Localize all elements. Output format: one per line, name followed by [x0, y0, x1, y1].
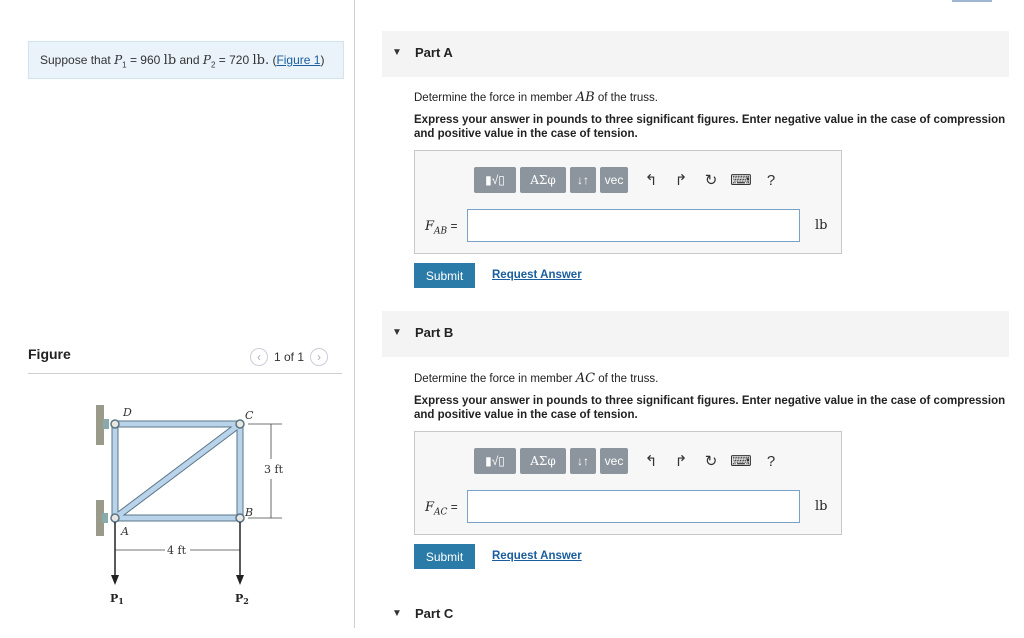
redo-icon[interactable]: ↱	[674, 453, 688, 470]
part-b-submit-button[interactable]: Submit	[414, 544, 475, 569]
part-b-request-answer-link[interactable]: Request Answer	[492, 550, 582, 562]
part-b-unit: lb	[815, 499, 828, 514]
vector-button[interactable]: vec	[600, 448, 628, 474]
help-icon[interactable]: ?	[766, 171, 776, 189]
next-figure-button[interactable]: ›	[310, 348, 328, 366]
part-b-question: Determine the force in member AC of the truss.	[414, 371, 659, 386]
undo-icon[interactable]: ↰	[644, 172, 658, 189]
part-b-variable-label: $F_{AC}$ =	[425, 500, 458, 518]
part-a-header[interactable]: ▼ Part A	[382, 31, 1009, 77]
subscript-superscript-button[interactable]: ↓↑	[570, 167, 596, 193]
vector-button[interactable]: vec	[600, 167, 628, 193]
redo-icon[interactable]: ↱	[674, 172, 688, 189]
joint-label-a: A	[121, 525, 129, 538]
help-icon[interactable]: ?	[766, 452, 776, 470]
dimension-lines	[115, 424, 282, 550]
wall-support-d	[96, 405, 104, 445]
figure-title: Figure	[28, 346, 71, 362]
greek-symbols-button[interactable]: ΑΣφ	[520, 167, 566, 193]
reset-icon[interactable]: ↻	[704, 172, 718, 189]
part-a-math-toolbar	[474, 167, 782, 193]
part-c-header[interactable]: ▼ Part C	[382, 592, 1009, 638]
part-b-answer-box	[414, 431, 842, 535]
undo-icon[interactable]: ↰	[644, 453, 658, 470]
part-a-question: Determine the force in member AB of the truss.	[414, 90, 658, 105]
part-a-unit: lb	[815, 218, 828, 233]
part-a-submit-button[interactable]: Submit	[414, 263, 475, 288]
figure-pager	[250, 347, 328, 367]
width-dimension-label: 4 ft	[167, 544, 186, 557]
truss-figure	[90, 395, 310, 610]
joint-label-b: B	[245, 506, 254, 519]
joint-label-c: C	[245, 409, 254, 422]
figure-page-indicator: 1 of 1	[274, 350, 305, 364]
truss-members	[115, 424, 240, 518]
keyboard-icon[interactable]: ⌨	[730, 172, 752, 189]
prev-figure-button[interactable]: ‹	[250, 348, 268, 366]
problem-text: Suppose that $P_1 = 960$ lb and $P_2 = 720$ lb. (Figure 1)	[40, 53, 325, 70]
keyboard-icon[interactable]: ⌨	[730, 453, 752, 470]
load-label-p2: P2	[235, 592, 249, 606]
part-a-request-answer-link[interactable]: Request Answer	[492, 269, 582, 281]
reset-icon[interactable]: ↻	[704, 453, 718, 470]
part-a-answer-box	[414, 150, 842, 254]
part-a-variable-label: $F_{AB}$ =	[425, 219, 458, 237]
figure-link[interactable]: Figure 1	[276, 53, 321, 67]
part-b-header[interactable]: ▼ Part B	[382, 311, 1009, 357]
load-label-p1: P1	[110, 592, 124, 606]
pin-d-block	[103, 419, 109, 429]
joint-label-d: D	[123, 406, 132, 419]
collapse-triangle-icon: ▼	[392, 327, 402, 338]
subscript-superscript-button[interactable]: ↓↑	[570, 448, 596, 474]
panel-divider	[354, 0, 355, 628]
p1-arrowhead	[111, 575, 119, 585]
greek-symbols-button[interactable]: ΑΣφ	[520, 448, 566, 474]
figure-rule	[28, 373, 342, 374]
height-dimension-label: 3 ft	[264, 463, 283, 476]
collapse-triangle-icon: ▼	[392, 47, 402, 58]
templates-button[interactable]: ▮√▯	[474, 167, 516, 193]
part-b-answer-input[interactable]	[467, 490, 800, 523]
problem-statement	[28, 41, 344, 79]
p2-arrowhead	[236, 575, 244, 585]
top-accent-line	[952, 0, 992, 2]
part-b-math-toolbar	[474, 448, 782, 474]
collapse-triangle-icon: ▼	[392, 608, 402, 619]
templates-button[interactable]: ▮√▯	[474, 448, 516, 474]
part-a-instructions: Express your answer in pounds to three significant figures. Enter negative value in the case of compression and positive value in the case of tension.	[414, 114, 1006, 140]
roller-a-block	[102, 513, 108, 523]
part-b-instructions: Express your answer in pounds to three significant figures. Enter negative value in the case of compression and positive value in the case of tension.	[414, 395, 1006, 421]
part-a-answer-input[interactable]	[467, 209, 800, 242]
